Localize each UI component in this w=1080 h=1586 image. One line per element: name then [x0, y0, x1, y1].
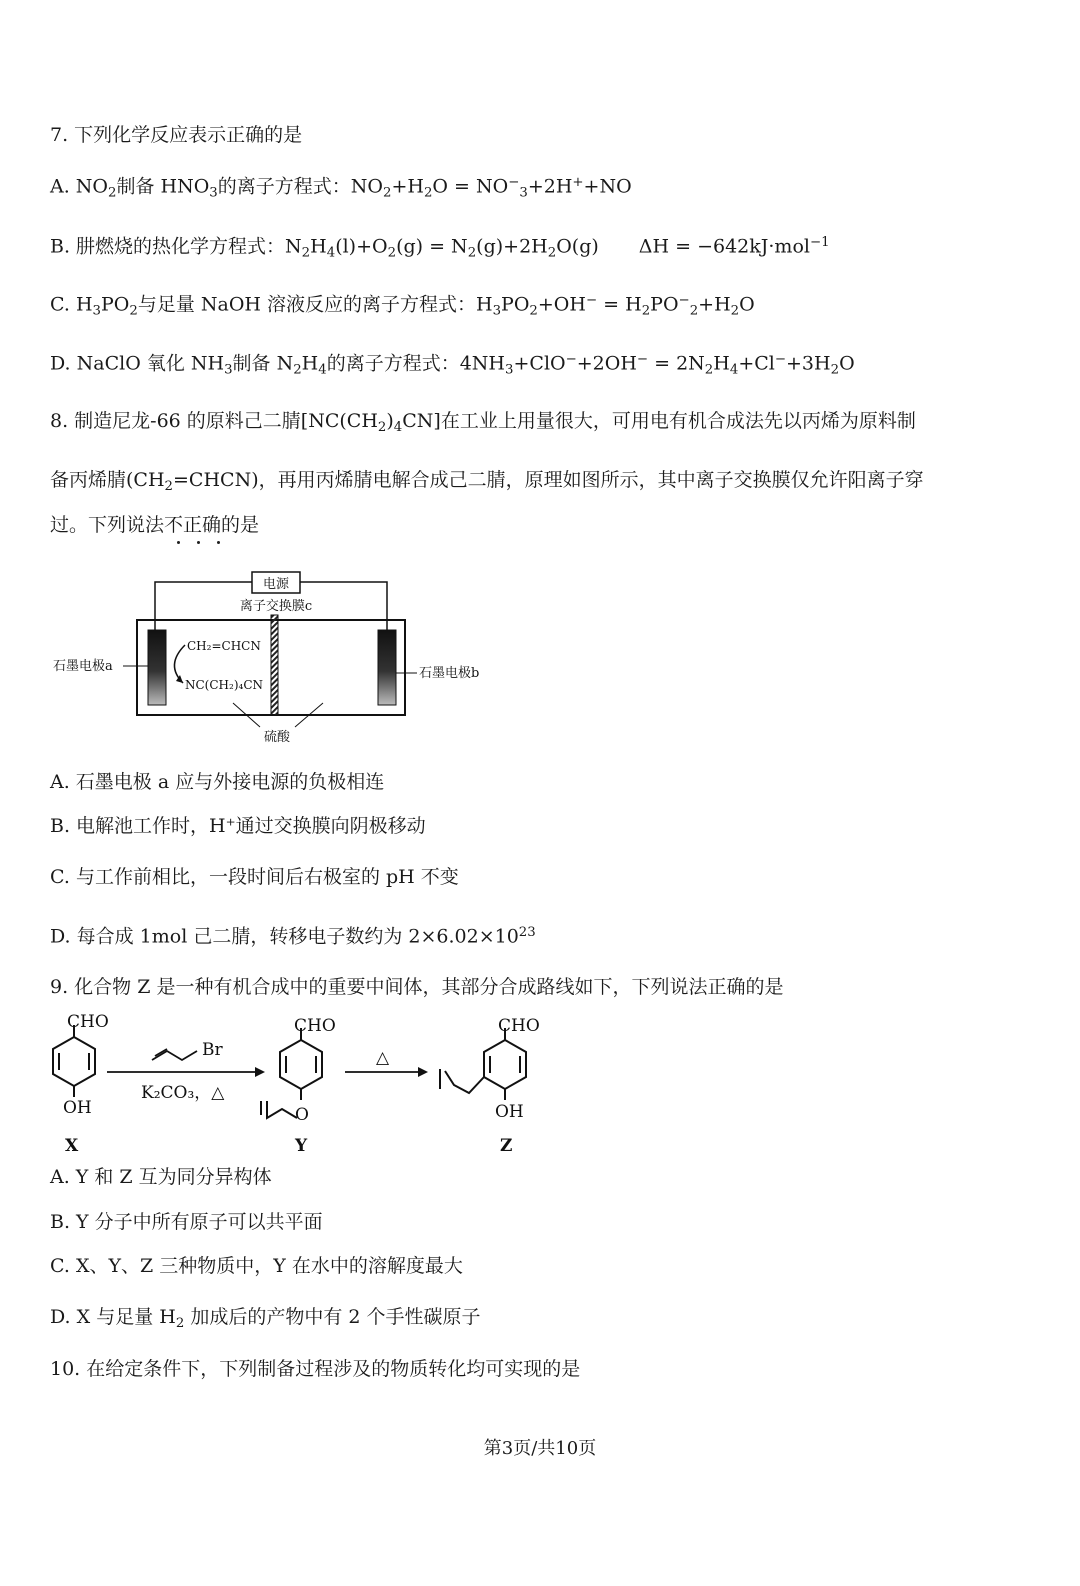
emphasis-dot [177, 541, 180, 544]
electrode-a-label: 石墨电极a [53, 659, 113, 674]
q8-stem-line3: 过。下列说法不正确的是 [50, 514, 260, 536]
q8-option-c: C. 与工作前相比，一段时间后右极室的 pH 不变 [50, 866, 459, 888]
power-label: 电源 [262, 577, 290, 592]
q9-option-c: C. X、Y、Z 三种物质中，Y 在水中的溶解度最大 [50, 1255, 463, 1277]
compound-x [53, 1025, 95, 1097]
acid-label: 硫酸 [263, 730, 291, 745]
reagent-label: K₂CO₃，△ [141, 1083, 225, 1103]
emphasis-not-correct: 不正确 [164, 514, 222, 536]
z-oh: OH [495, 1102, 524, 1122]
reactant-label: CH₂=CHCN [187, 639, 261, 653]
q8-option-d: D. 每合成 1mol 己二腈，转移电子数约为 $2\times 6.02\times 10^{23}$ [50, 925, 536, 948]
emphasis-dot [197, 541, 200, 544]
z-cho: CHO [498, 1016, 540, 1036]
y-cho: CHO [294, 1016, 336, 1036]
electrode-a [148, 630, 166, 705]
q8-option-a: A. 石墨电极 a 应与外接电源的负极相连 [50, 771, 385, 793]
ion-exchange-membrane [271, 615, 278, 715]
compound-y [261, 1028, 322, 1118]
q9-option-b: B. Y 分子中所有原子可以共平面 [50, 1211, 323, 1233]
q7-option-d: D. NaClO 氧化 $NH_3$制备 $N_2H_4$的离子方程式：$4NH_3+ClO^-+2OH^- = 2N_2H_4+Cl^-+3H_2O$ [50, 352, 855, 378]
heat-label: △ [376, 1048, 390, 1068]
q7-option-c: C. $H_3PO_2$与足量 NaOH 溶液反应的离子方程式：$H_3PO_2+OH^- = H_2PO^-_2+H_2O$ [50, 293, 755, 319]
product-label: NC(CH₂)₄CN [185, 678, 263, 692]
br-label: Br [202, 1040, 223, 1060]
q9-option-a: A. Y 和 Z 互为同分异构体 [50, 1166, 272, 1188]
electrode-b-label: 石墨电极b [419, 666, 480, 681]
q7-option-a: A. $NO_2$制备 $HNO_3$的离子方程式：$NO_2+H_2O = NO^-_3+2H^++NO$ [50, 175, 632, 201]
label-x: X [65, 1136, 79, 1156]
q8-stem-line2: 备丙烯腈$(CH_2=CHCN)$，再用丙烯腈电解合成己二腈，原理如图所示，其中离子交换膜仅允许阳离子穿 [50, 469, 924, 494]
electrolysis-diagram [45, 565, 515, 750]
allyl-bromide [152, 1051, 197, 1060]
electrode-b [378, 630, 396, 705]
wire-right [300, 582, 387, 630]
emphasis-dot [217, 541, 220, 544]
q9-stem: 9. 化合物 Z 是一种有机合成中的重要中间体，其部分合成路线如下，下列说法正确的是 [50, 976, 784, 998]
membrane-label: 离子交换膜c [239, 599, 313, 614]
q10-stem: 10. 在给定条件下，下列制备过程涉及的物质转化均可实现的是 [50, 1358, 581, 1380]
y-o: O [295, 1105, 309, 1125]
q7-option-b: B. 肼燃烧的热化学方程式：$N_2H_4(l)+O_2(g) = N_2(g)+2H_2O(g) \Delta H = -642kJ\cdot mol^{-1}$ [50, 235, 830, 261]
wire-left [155, 582, 252, 630]
q9-option-d: D. X 与足量 $H_2$ 加成后的产物中有 2 个手性碳原子 [50, 1306, 481, 1331]
label-y: Y [295, 1136, 308, 1156]
q8-stem-line1: 8. 制造尼龙-66 的原料己二腈$[NC(CH_2)_4CN]$在工业上用量很大，可用电有机合成法先以丙烯为原料制 [50, 410, 916, 435]
label-z: Z [500, 1136, 513, 1156]
q7-stem: 7. 下列化学反应表示正确的是 [50, 124, 303, 146]
x-oh: OH [63, 1098, 92, 1118]
page-footer: 第3页/共10页 [483, 1438, 597, 1459]
synthesis-route [45, 1005, 605, 1160]
compound-z [440, 1028, 526, 1100]
q8-option-b: B. 电解池工作时，H⁺通过交换膜向阴极移动 [50, 815, 426, 837]
x-cho: CHO [67, 1012, 109, 1032]
